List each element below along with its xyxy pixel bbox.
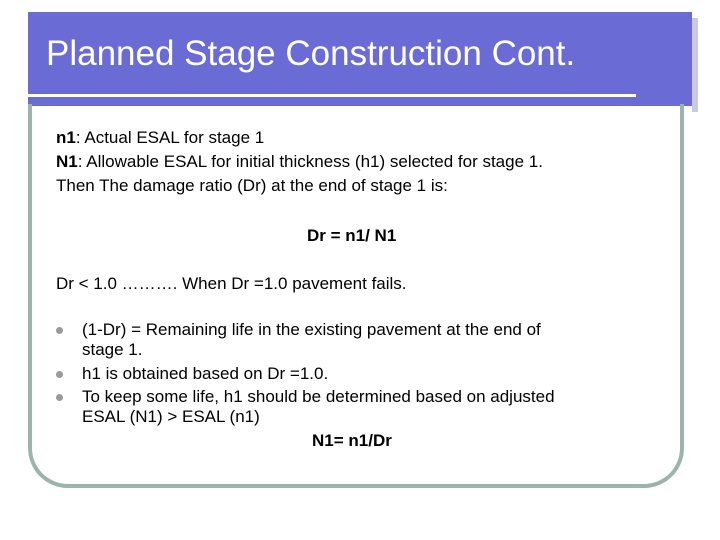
slide-title: Planned Stage Construction Cont. [46, 34, 576, 73]
bullet-1-line-2: stage 1. [82, 340, 143, 359]
n1-definition: : Actual ESAL for stage 1 [75, 128, 265, 147]
N1-definition: : Allowable ESAL for initial thickness (h1) selected for stage 1. [77, 152, 543, 171]
bullet-dot-2 [56, 371, 63, 378]
bullet-2-line-1: h1 is obtained based on Dr =1.0. [82, 364, 329, 383]
bullet-3-line-1: To keep some life, h1 should be determined based on adjusted [82, 387, 555, 406]
n1-term: n1 [56, 128, 76, 147]
bullet-3-line-2: ESAL (N1) > ESAL (n1) [82, 407, 260, 426]
n1-definition-line [56, 128, 264, 148]
N1-term: N1 [56, 152, 78, 171]
title-underline [28, 94, 636, 97]
bullet-1-line-1: (1-Dr) = Remaining life in the existing pavement at the end of [82, 320, 541, 339]
damage-ratio-intro: Then The damage ratio (Dr) at the end of stage 1 is: [56, 176, 448, 195]
damage-ratio-formula: Dr = n1/ N1 [307, 226, 397, 245]
failure-condition: Dr < 1.0 ………. When Dr =1.0 pavement fails. [56, 274, 407, 293]
bullet-dot-3 [56, 394, 63, 401]
bullet-dot-1 [56, 327, 63, 334]
final-formula: N1= n1/Dr [312, 431, 392, 450]
title-bar-shadow [692, 18, 698, 112]
N1-definition-line [56, 152, 543, 172]
